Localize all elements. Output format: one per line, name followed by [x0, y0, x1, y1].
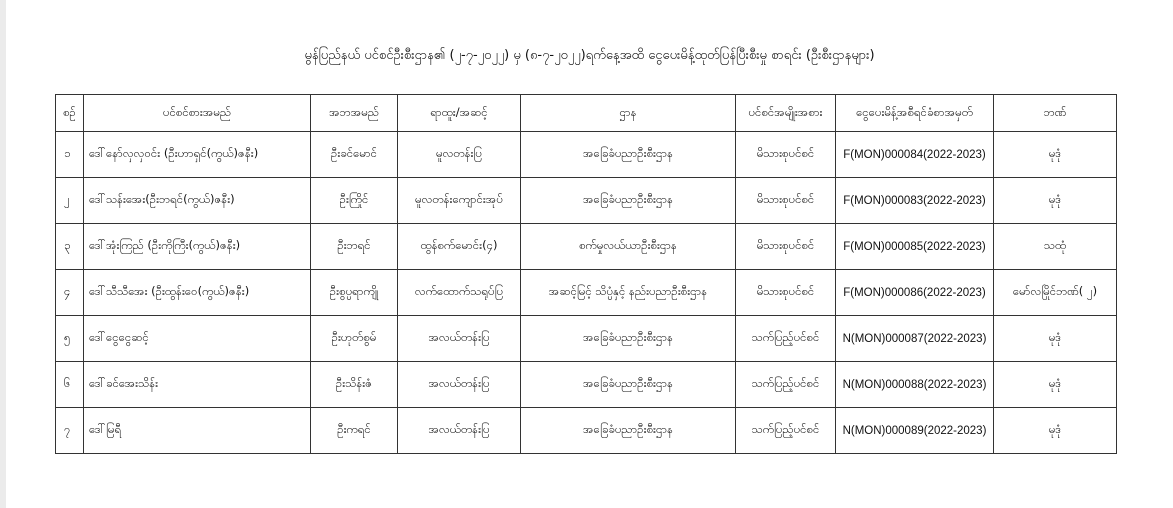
table-header-row — [56, 95, 1117, 132]
header-father-name: အဘအမည် — [311, 95, 398, 132]
cell-rank: ထွန်စက်မောင်း(၄) — [398, 224, 521, 270]
table-row — [56, 178, 1117, 224]
cell-pensioner-name: ဒေါ်ခင်အေးသိန်း — [84, 362, 311, 408]
cell-department: အဆင့်မြင့် သိပ္ပံနှင့် နည်းပညာဦးစီးဌာန — [521, 270, 736, 316]
cell-pension-type: သက်ပြည့်ပင်စင် — [736, 316, 836, 362]
cell-bank: မုဒုံ — [994, 178, 1117, 224]
cell-report-number: N(MON)000088(2022-2023) — [836, 362, 994, 408]
cell-report-number: N(MON)000089(2022-2023) — [836, 408, 994, 454]
cell-rank: အလယ်တန်းပြ — [398, 362, 521, 408]
cell-bank: မုဒုံ — [994, 408, 1117, 454]
cell-pensioner-name: ဒေါ်သန်းအေး(ဦးဘရင်(ကွယ်)ဇနီး) — [84, 178, 311, 224]
cell-serial-no: ၇ — [56, 408, 84, 454]
cell-bank: မုဒုံ — [994, 316, 1117, 362]
table-row — [56, 408, 1117, 454]
cell-pension-type: မိသားစုပင်စင် — [736, 132, 836, 178]
cell-department: အခြေခံပညာဦးစီးဌာန — [521, 132, 736, 178]
cell-pension-type: မိသားစုပင်စင် — [736, 224, 836, 270]
header-pension-type: ပင်စင်အမျိုးအစား — [736, 95, 836, 132]
cell-bank: မုဒုံ — [994, 132, 1117, 178]
cell-pension-type: သက်ပြည့်ပင်စင် — [736, 408, 836, 454]
cell-father-name: ဦးဘရင် — [311, 224, 398, 270]
cell-department: စက်မှုလယ်ယာဦးစီးဌာန — [521, 224, 736, 270]
cell-bank: သထုံ — [994, 224, 1117, 270]
header-bank: ဘဏ် — [994, 95, 1117, 132]
cell-pensioner-name: ဒေါ်နော်လှလှဝင်း (ဦးဟာရှင်(ကွယ်)ဇနီး) — [84, 132, 311, 178]
cell-rank: လက်ထောက်သရုပ်ပြ — [398, 270, 521, 316]
cell-father-name: ဦးစွပ္ပရာကျို — [311, 270, 398, 316]
cell-rank: အလယ်တန်းပြ — [398, 408, 521, 454]
cell-bank: မော်လမြိုင်ဘဏ်( ၂) — [994, 270, 1117, 316]
document-title: မွန်ပြည်နယ် ပင်စင်ဦးစီးဌာန၏ (၂-၇-၂၀၂၂) မှ (၈-၇-၂၀၂၂)ရက်နေ့အထိ ငွေပေးမိန့်ထုတ်ပြန်ပြီးစီးမှု စာရင်း (ဦးစီးဌာနများ) — [304, 48, 875, 63]
header-serial-no: စဉ် — [56, 95, 84, 132]
cell-report-number: F(MON)000083(2022-2023) — [836, 178, 994, 224]
cell-pensioner-name: ဒေါ်ငွေငွေဆင့် — [84, 316, 311, 362]
pension-register-table — [55, 94, 1117, 454]
table-row — [56, 270, 1117, 316]
table-row — [56, 316, 1117, 362]
cell-report-number: F(MON)000086(2022-2023) — [836, 270, 994, 316]
cell-pension-type: သက်ပြည့်ပင်စင် — [736, 362, 836, 408]
cell-pension-type: မိသားစုပင်စင် — [736, 270, 836, 316]
cell-father-name: ဦးခင်မောင် — [311, 132, 398, 178]
cell-rank: မူလတန်းကျောင်းအုပ် — [398, 178, 521, 224]
cell-department: အခြေခံပညာဦးစီးဌာန — [521, 178, 736, 224]
cell-department: အခြေခံပညာဦးစီးဌာန — [521, 316, 736, 362]
cell-father-name: ဦးသိန်းဇံ — [311, 362, 398, 408]
cell-department: အခြေခံပညာဦးစီးဌာန — [521, 408, 736, 454]
cell-father-name: ဦးကြိုင် — [311, 178, 398, 224]
cell-serial-no: ၄ — [56, 270, 84, 316]
header-report-number: ငွေပေးမိန့်အစီရင်ခံစာအမှတ် — [836, 95, 994, 132]
cell-serial-no: ၂ — [56, 178, 84, 224]
cell-pensioner-name: ဒေါ်သီသီအေး (ဦးထွန်းဝေ(ကွယ်)ဇနီး) — [84, 270, 311, 316]
table-row — [56, 224, 1117, 270]
cell-pensioner-name: ဒေါ်မြရီ — [84, 408, 311, 454]
header-rank: ရာထူး/အဆင့် — [398, 95, 521, 132]
cell-pensioner-name: ဒေါ်အုံးကြည် (ဦးကိုကြီး(ကွယ်)ဇနီး) — [84, 224, 311, 270]
cell-report-number: F(MON)000084(2022-2023) — [836, 132, 994, 178]
cell-serial-no: ၃ — [56, 224, 84, 270]
cell-report-number: F(MON)000085(2022-2023) — [836, 224, 994, 270]
table-row — [56, 362, 1117, 408]
cell-father-name: ဦးဟုတ်စွမ် — [311, 316, 398, 362]
cell-rank: မူလတန်းပြ — [398, 132, 521, 178]
cell-bank: မုဒုံ — [994, 362, 1117, 408]
cell-pension-type: မိသားစုပင်စင် — [736, 178, 836, 224]
page-left-edge — [0, 0, 6, 508]
cell-serial-no: ၅ — [56, 316, 84, 362]
cell-department: အခြေခံပညာဦးစီးဌာန — [521, 362, 736, 408]
header-department: ဌာန — [521, 95, 736, 132]
cell-serial-no: ၆ — [56, 362, 84, 408]
header-pensioner-name: ပင်စင်စားအမည် — [84, 95, 311, 132]
cell-serial-no: ၁ — [56, 132, 84, 178]
table-row — [56, 132, 1117, 178]
cell-father-name: ဦးကရင် — [311, 408, 398, 454]
cell-report-number: N(MON)000087(2022-2023) — [836, 316, 994, 362]
cell-rank: အလယ်တန်းပြ — [398, 316, 521, 362]
